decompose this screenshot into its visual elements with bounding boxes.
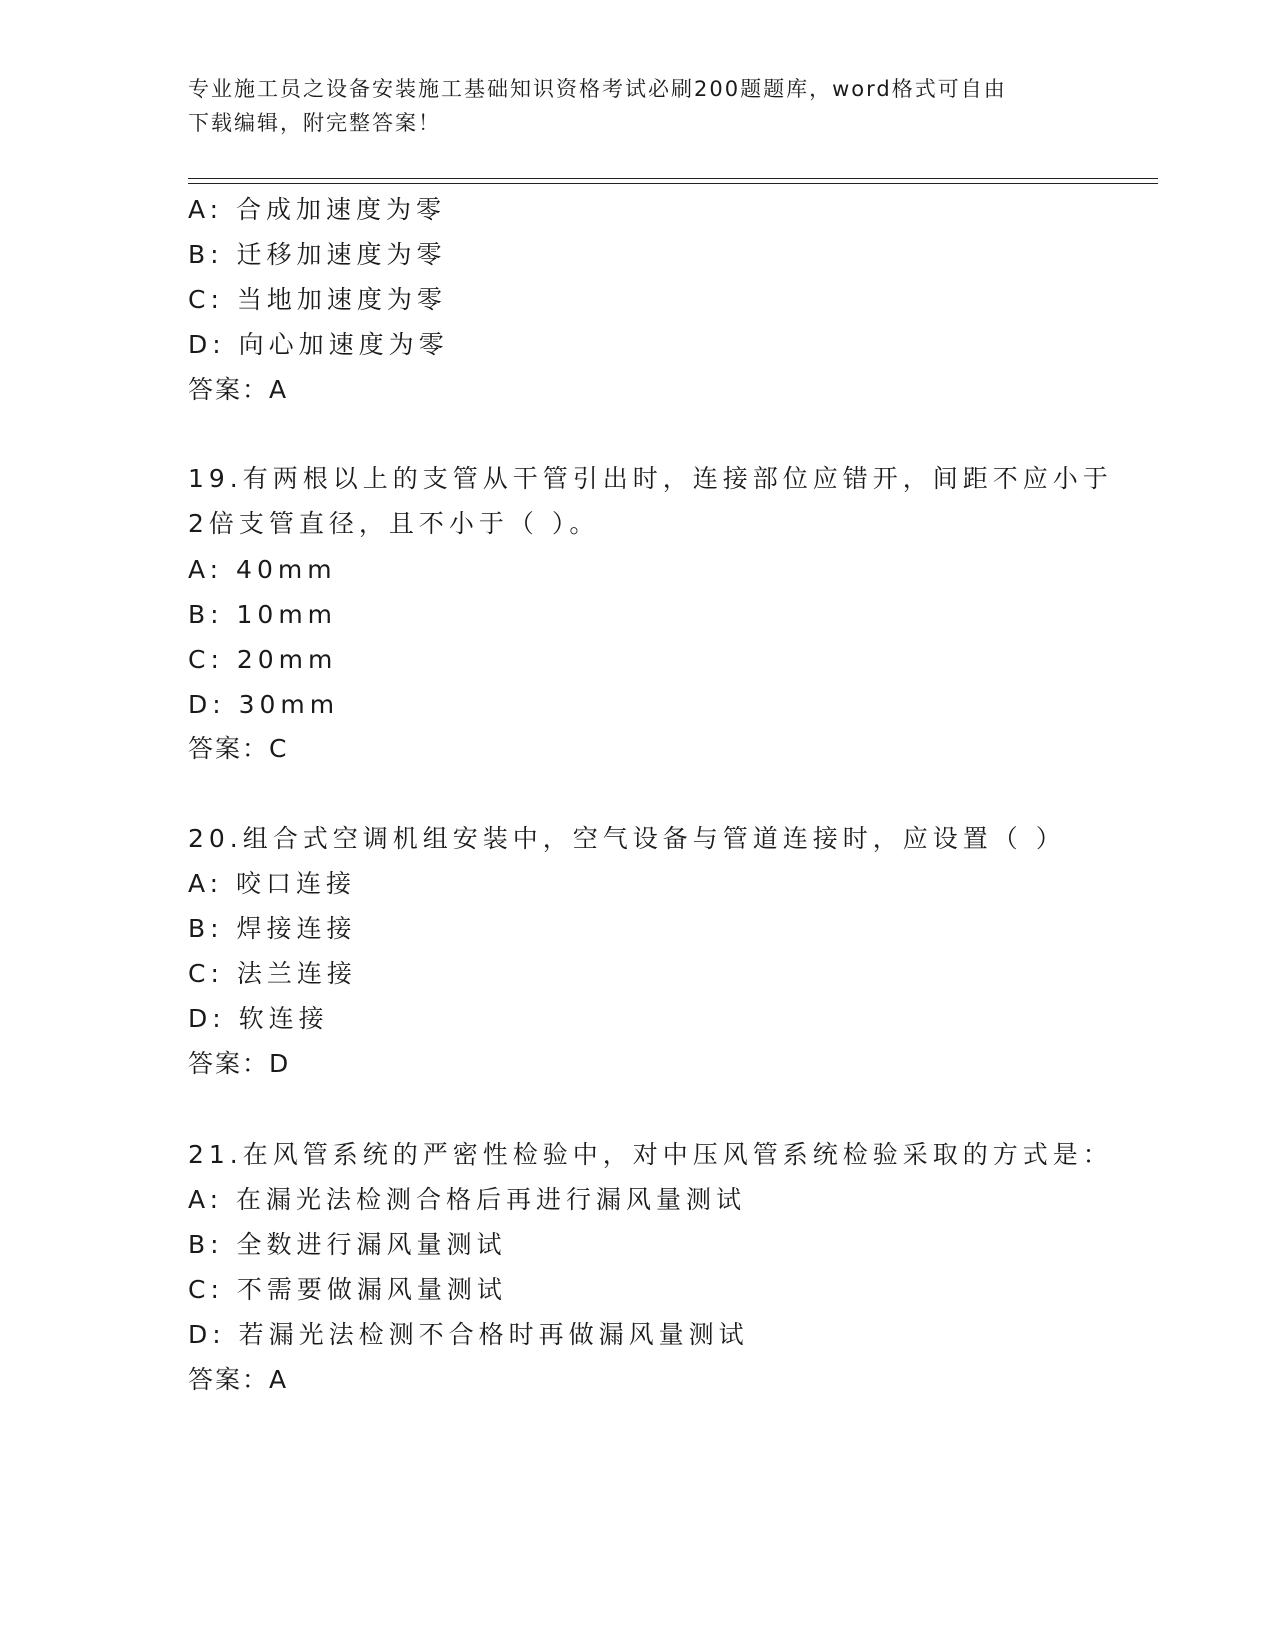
q18-option-b: B: 迁移加速度为零 [188, 240, 447, 269]
q19-question-line-1: 19.有两根以上的支管从干管引出时，连接部位应错开，间距不应小于 [188, 464, 1113, 493]
q18-answer: 答案：A [188, 375, 289, 404]
document-header [188, 72, 1088, 140]
q21-option-c: C: 不需要做漏风量测试 [188, 1275, 507, 1304]
q20-option-d: D: 软连接 [188, 1004, 329, 1033]
q19-answer: 答案：C [188, 734, 289, 763]
q20-answer: 答案：D [188, 1049, 291, 1078]
q20-option-c: C: 法兰连接 [188, 959, 357, 988]
q21-option-d: D: 若漏光法检测不合格时再做漏风量测试 [188, 1320, 749, 1349]
q19-option-d: D: 30mm [188, 690, 340, 719]
header-divider-top [188, 178, 1158, 179]
q21-question: 21.在风管系统的严密性检验中，对中压风管系统检验采取的方式是： [188, 1140, 1113, 1169]
q20-question: 20.组合式空调机组安装中，空气设备与管道连接时，应设置（ ） [188, 824, 1066, 853]
q20-option-b: B: 焊接连接 [188, 914, 357, 943]
q21-option-b: B: 全数进行漏风量测试 [188, 1230, 507, 1259]
q19-option-c: C: 20mm [188, 645, 338, 674]
q18-option-c: C: 当地加速度为零 [188, 285, 447, 314]
q21-answer: 答案：A [188, 1365, 289, 1394]
q21-option-a: A: 在漏光法检测合格后再进行漏风量测试 [188, 1185, 747, 1214]
q19-option-a: A: 40mm [188, 555, 337, 584]
q18-option-d: D: 向心加速度为零 [188, 330, 449, 359]
header-line-1: 专业施工员之设备安装施工基础知识资格考试必刷200题题库，word格式可自由 [188, 77, 1007, 101]
header-divider-bottom [188, 183, 1158, 184]
q18-option-a: A: 合成加速度为零 [188, 195, 447, 224]
q19-question-line-2: 2倍支管直径，且不小于（ ）。 [188, 509, 600, 538]
q20-option-a: A: 咬口连接 [188, 869, 357, 898]
q19-option-b: B: 10mm [188, 600, 338, 629]
header-line-2: 下载编辑，附完整答案！ [188, 111, 441, 135]
